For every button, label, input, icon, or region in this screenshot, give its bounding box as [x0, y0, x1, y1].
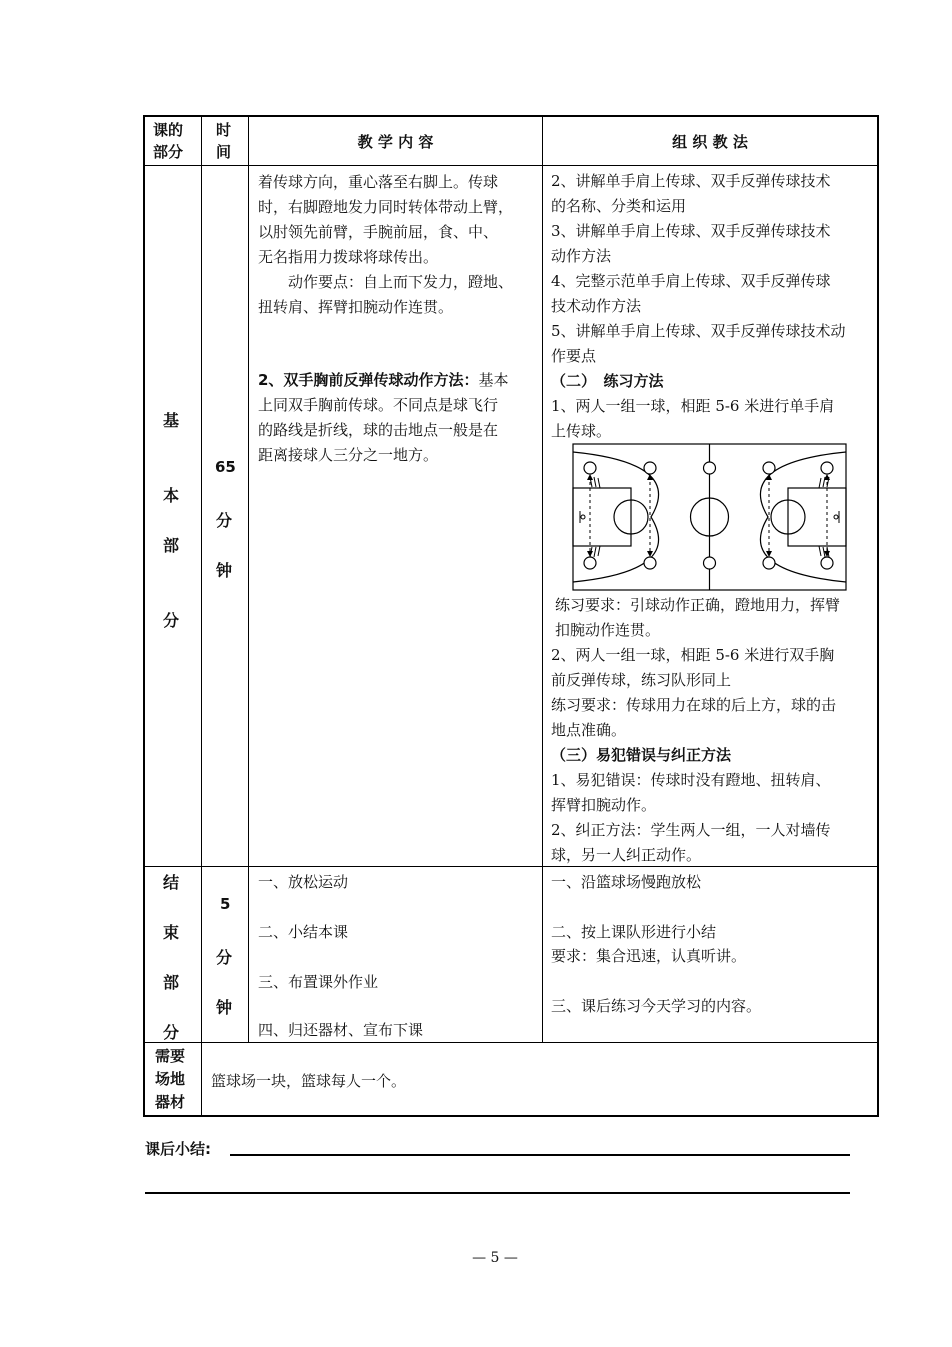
equipment-label [155, 1045, 185, 1114]
method-line: 的名称、分类和运用 [551, 197, 687, 215]
header-col-section [153, 119, 183, 163]
summary-line-1[interactable] [230, 1154, 850, 1156]
equipment-label-line: 需要 [155, 1047, 186, 1065]
basic-time-value: 65 [215, 458, 236, 476]
player-marker [584, 462, 596, 474]
content2-first-line [258, 368, 540, 393]
header-col-section-line1: 课的 [153, 121, 184, 139]
method-line: 地点准确。 [551, 721, 627, 739]
left-key [573, 488, 631, 546]
content-line: 上同双手胸前传球。不同点是球飞行 [258, 396, 499, 414]
basic-method-bottom [551, 593, 875, 868]
method-line: 5、讲解单手肩上传球、双手反弹传球技术动 [551, 322, 846, 340]
method-line: 球，另一人纠正动作。 [551, 846, 702, 864]
method-line: 练习要求：传球用力在球的后上方，球的击 [551, 696, 837, 714]
ending-time-unit-1: 分 [216, 948, 233, 967]
content-line: 距离接球人三分之一地方。 [258, 446, 439, 464]
header-col-time [216, 119, 231, 163]
ending-section-char-1: 结 [163, 873, 180, 892]
ending-time-value: 5 [220, 895, 231, 913]
page-number: — 5 — [472, 1250, 518, 1266]
right-key [788, 488, 846, 546]
basketball-court-diagram [572, 443, 847, 591]
equipment-label-line: 场地 [155, 1070, 186, 1088]
basic-content-2 [258, 368, 540, 468]
header-col-content: 教 学 内 容 [357, 133, 434, 151]
method-line: 2、讲解单手肩上传球、双手反弹传球技术 [551, 172, 831, 190]
ending-section-char-3: 部 [163, 973, 180, 992]
ending-content-item: 一、放松运动 [258, 873, 349, 891]
content-line: 时，右脚蹬地发力同时转体带动上臂， [258, 198, 514, 216]
player-marker [704, 557, 716, 569]
method-line: 动作方法 [551, 247, 612, 265]
basic-section-char-3: 部 [163, 536, 180, 555]
player-marker [821, 557, 833, 569]
content-line: 动作要点：自上而下发力，蹬地、 [258, 273, 514, 291]
method-line: 练习要求：引球动作正确，蹬地用力，挥臂 [555, 596, 841, 614]
content2-heading-rest: 基本 [478, 371, 509, 389]
basic-time-unit-1: 分 [216, 511, 233, 530]
ending-method-item: 一、沿篮球场慢跑放松 [551, 873, 702, 891]
basic-section-char-2: 本 [163, 486, 180, 505]
header-col-method: 组 织 教 法 [672, 133, 748, 151]
method-line: 上传球。 [551, 422, 612, 440]
method-line: 2、两人一组一球，相距 5-6 米进行双手胸 [551, 646, 835, 664]
method-line: 2、纠正方法：学生两人一组，一人对墙传 [551, 821, 831, 839]
ending-section-char-2: 束 [163, 923, 180, 942]
basic-time-unit-2: 钟 [216, 561, 233, 580]
summary-label: 课后小结: [145, 1140, 211, 1158]
content-line: 扭转肩、挥臂扣腕动作连贯。 [258, 298, 454, 316]
basic-method [551, 169, 875, 444]
basic-content [258, 170, 540, 320]
header-col-time-line2: 间 [216, 143, 232, 161]
equipment-label-line: 器材 [155, 1093, 186, 1111]
content-line: 以肘领先前臂，手腕前屈，食、中、 [258, 223, 499, 241]
practice-heading: （二） 练习方法 [551, 372, 664, 390]
player-marker [644, 557, 656, 569]
ending-method-item: 要求：集合迅速，认真听讲。 [551, 947, 747, 965]
ending-time-unit-2: 钟 [216, 998, 233, 1017]
basic-section-char-4: 分 [163, 611, 180, 630]
errors-heading: （三）易犯错误与纠正方法 [551, 746, 732, 764]
player-marker [821, 462, 833, 474]
content2-heading: 2、双手胸前反弹传球动作方法： [258, 371, 479, 389]
header-col-time-line1: 时 [216, 121, 232, 139]
ending-content-item: 三、布置课外作业 [258, 973, 379, 991]
method-line: 1、易犯错误：传球时没有蹬地、扭转肩、 [551, 771, 831, 789]
ending-content-item: 二、小结本课 [258, 923, 349, 941]
method-line: 前反弹传球，练习队形同上 [551, 671, 732, 689]
summary-line-2[interactable] [145, 1192, 850, 1194]
ending-method-item: 三、课后练习今天学习的内容。 [551, 997, 762, 1015]
method-line: 1、两人一组一球，相距 5-6 米进行单手肩 [551, 397, 835, 415]
method-line: 作要点 [551, 347, 597, 365]
ending-content-item: 四、归还器材、宣布下课 [258, 1021, 424, 1039]
content-line: 着传球方向，重心落至右脚上。传球 [258, 173, 499, 191]
equipment-text: 篮球场一块，篮球每人一个。 [211, 1072, 407, 1090]
player-marker [644, 462, 656, 474]
player-marker [584, 557, 596, 569]
player-marker [763, 462, 775, 474]
ending-method-item: 二、按上课队形进行小结 [551, 923, 717, 941]
method-line: 技术动作方法 [551, 297, 642, 315]
ending-section-char-4: 分 [163, 1023, 180, 1042]
method-line: 挥臂扣腕动作。 [551, 796, 657, 814]
method-line: 扣腕动作连贯。 [555, 621, 661, 639]
basic-section-char-1: 基 [163, 411, 180, 430]
content-line: 无名指用力拨球将球传出。 [258, 248, 439, 266]
player-marker [704, 462, 716, 474]
method-line: 3、讲解单手肩上传球、双手反弹传球技术 [551, 222, 831, 240]
method-line: 4、完整示范单手肩上传球、双手反弹传球 [551, 272, 831, 290]
header-col-section-line2: 部分 [153, 143, 184, 161]
player-marker [763, 557, 775, 569]
content-line: 的路线是折线，球的击地点一般是在 [258, 421, 499, 439]
